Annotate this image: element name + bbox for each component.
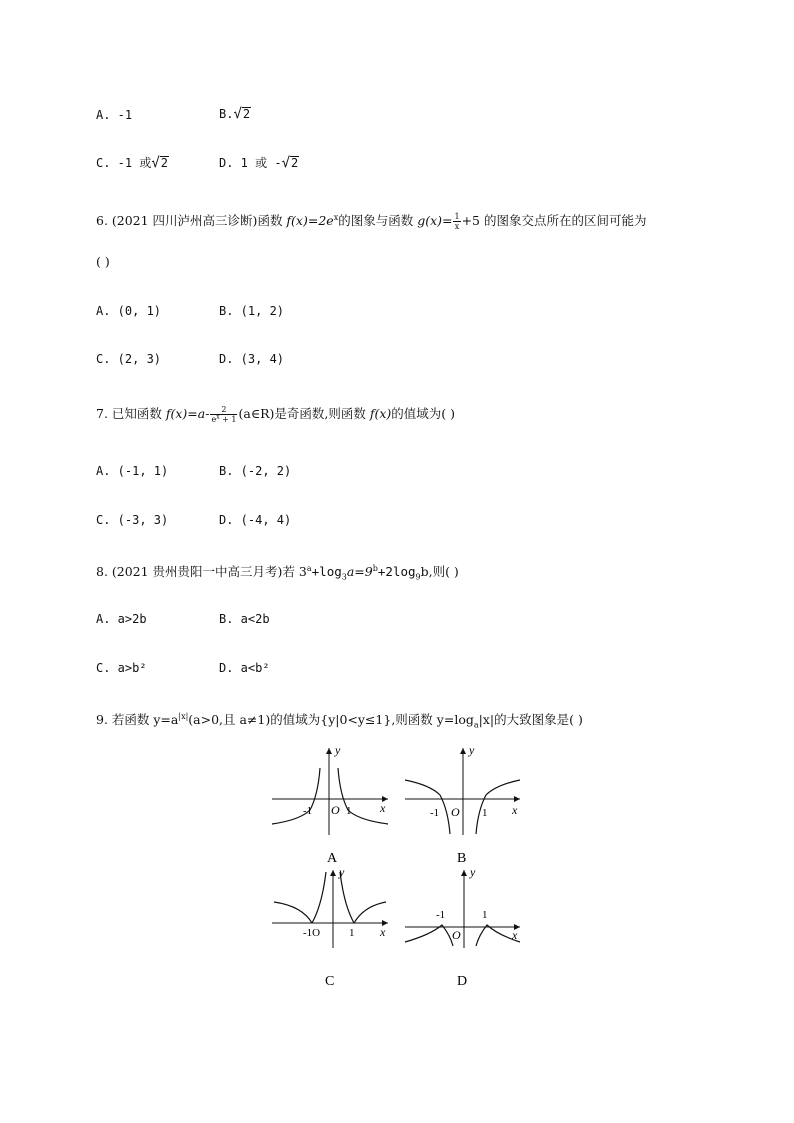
q8-sub2: 9 (415, 572, 421, 582)
q6-g-num: 1 (454, 212, 460, 221)
q9-prefix: 9. 若函数 y=a (96, 712, 179, 727)
q9-stem (96, 710, 583, 728)
q8-option-a: A. a>2b (96, 612, 147, 626)
q7-f: f(x)=a- (165, 406, 210, 421)
q5-option-b: B.√2 (219, 106, 251, 122)
q8-mid3: +2log (377, 564, 416, 579)
graph-d-origin: O (452, 928, 461, 942)
q7-tail: 的值域为( ) (391, 406, 455, 421)
graph-a-y-label: y (335, 743, 341, 757)
q7-den: e (211, 415, 217, 424)
graph-c-tick-pos: 1 (349, 927, 355, 939)
q7-option-c: C. (-3, 3) (96, 513, 169, 527)
q6-option-c: C. (2, 3) (96, 352, 162, 366)
q8-mid1: +log (311, 564, 342, 579)
graph-a-x-label: x (380, 801, 386, 815)
q5-option-a: A. -1 (96, 108, 133, 122)
q7-option-a: A. (-1, 1) (96, 464, 169, 478)
q6-prefix: 6. (2021 四川泸州高三诊断)函数 (96, 213, 287, 228)
q7-prefix: 7. 已知函数 (96, 406, 166, 421)
q6-option-b: B. (1, 2) (219, 304, 285, 318)
q6-f: f(x)=2e (286, 213, 334, 228)
graph-d-tick-pos: 1 (482, 909, 488, 921)
graph-d-label: D (457, 974, 468, 989)
q7-num: 2 (210, 405, 237, 415)
graph-a-tick-pos: 1 (346, 805, 352, 817)
q5-option-b-radicand: 2 (242, 107, 251, 121)
q6-g: g(x)= (417, 213, 453, 228)
q6-option-d: D. (3, 4) (219, 352, 285, 366)
q7-den-wrap (210, 415, 237, 424)
q9-mid: (a>0,且 a≠1)的值域为{y|0<y≤1},则函数 y=log (188, 712, 474, 727)
graph-b (405, 743, 520, 835)
q5-option-c-radicand: 2 (160, 156, 169, 170)
q8-mid2: a=9 (346, 564, 373, 579)
graph-c (272, 865, 388, 948)
q6-g-den: x (454, 222, 460, 231)
graph-d-y-label: y (470, 865, 476, 879)
q5-option-b-prefix: B. (219, 107, 234, 121)
q5-option-c: C. -1 或√2 (96, 155, 169, 171)
q7-f2: f(x) (369, 406, 392, 421)
q5-option-d-radicand: 2 (291, 156, 299, 170)
q7-den-sup: x (216, 413, 220, 421)
graph-b-x-label: x (512, 803, 518, 817)
q7-cond: (a∈R)是奇函数,则函数 (238, 406, 370, 421)
graph-a-origin: O (331, 803, 340, 817)
graph-a (272, 743, 388, 835)
graph-b-tick-pos: 1 (482, 807, 488, 819)
q8-sup2: b (372, 563, 378, 573)
q7-stem (96, 404, 455, 424)
graph-a-tick-neg: -1 (303, 805, 313, 817)
q6-answer-paren: ( ) (96, 254, 110, 269)
q6-g-tail: +5 的图象交点所在的区间可能为 (461, 213, 647, 228)
q8-prefix: 8. (2021 贵州贵阳一中高三月考)若 3 (96, 564, 307, 579)
q8-option-c: C. a>b² (96, 661, 147, 675)
graph-c-y-label: y (339, 865, 345, 879)
q8-option-b: B. a<2b (219, 612, 270, 626)
q7-fraction (210, 405, 237, 424)
graph-d-tick-neg: -1 (436, 909, 446, 921)
q9-sup: |x| (178, 711, 189, 721)
graph-c-tick-neg-origin: -1O (303, 927, 321, 939)
q7-option-b: B. (-2, 2) (219, 464, 292, 478)
q5-option-d: D. 1 或 -√2 (219, 155, 299, 171)
graph-b-tick-neg: -1 (430, 807, 440, 819)
graph-b-y-label: y (469, 743, 475, 757)
q8-sub1: 3 (341, 572, 347, 582)
q6-g-fraction (453, 212, 460, 231)
q6-option-a: A. (0, 1) (96, 304, 162, 318)
q9-graphs (0, 740, 794, 1060)
graph-c-label: C (325, 974, 335, 989)
q5-option-c-prefix: C. -1 或 (96, 156, 152, 170)
q7-den-tail: + 1 (219, 415, 237, 424)
q7-option-d: D. (-4, 4) (219, 513, 292, 527)
graph-d-x-label: x (512, 928, 518, 942)
q8-sup1: a (306, 563, 312, 573)
q6-mid: 的图象与函数 (338, 213, 418, 228)
q9-tail: |x|的大致图象是( ) (478, 712, 583, 727)
q5-option-d-prefix: D. 1 或 - (219, 156, 282, 170)
graph-b-origin: O (451, 805, 460, 819)
q6-f-sup: x (333, 212, 339, 222)
graph-b-label: B (457, 851, 467, 866)
graph-d (405, 865, 520, 948)
q9-sub: a (473, 720, 479, 730)
graph-a-label: A (327, 851, 338, 866)
q6-stem (96, 211, 646, 231)
q8-option-d: D. a<b² (219, 661, 270, 675)
graph-c-x-label: x (380, 925, 386, 939)
q8-stem (96, 562, 459, 580)
q8-tail: b,则( ) (420, 564, 459, 579)
